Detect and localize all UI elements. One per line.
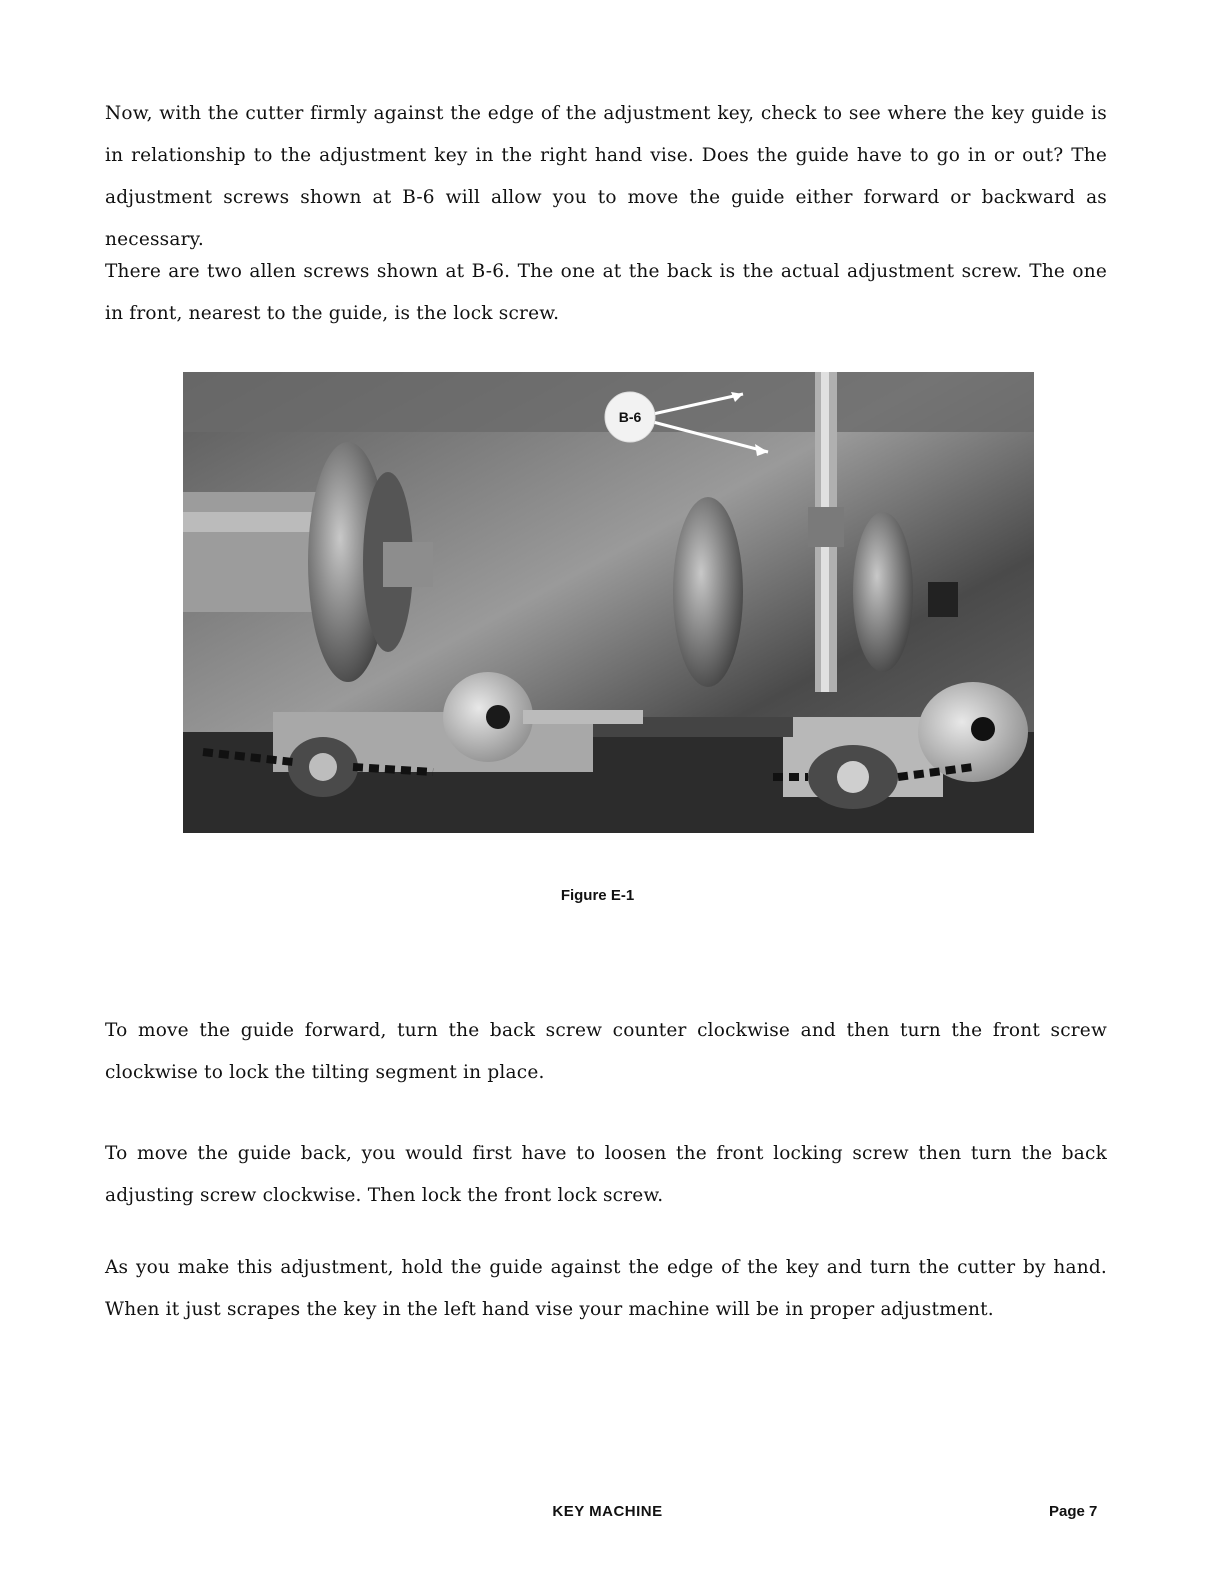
page-number: Page 7 (1049, 1503, 1098, 1520)
paragraph-check-guide: Now, with the cutter firmly against the edge of the adjustment key, check to see where the key guide is in relationship to the adjustment key in the right hand vise. Does the guide have to go in or out? The adjustment screws shown at B-6 will allow you to move the guide either forward or backward as necessary. (105, 103, 1107, 250)
paragraph-allen-screws: There are two allen screws shown at B-6. The one at the back is the actual adjustment screw. The one in front, nearest to the guide, is the lock screw. (105, 261, 1107, 324)
paragraph-move-forward: To move the guide forward, turn the back screw counter clockwise and then turn the front screw clockwise to lock the tilting segment in place. (105, 1020, 1107, 1083)
b6-callout-label: B-6 (618, 409, 642, 425)
figure-caption: Figure E-1 (560, 887, 635, 904)
paragraph-proper-adjustment: As you make this adjustment, hold the guide against the edge of the key and turn the cutter by hand. When it just scrapes the key in the left hand vise your machine will be in proper adjustment. (105, 1257, 1107, 1320)
paragraph-move-back: To move the guide back, you would first have to loosen the front locking screw then turn the back adjusting screw clockwise. Then lock the front lock screw. (105, 1143, 1107, 1206)
footer-title: KEY MACHINE (552, 1503, 663, 1520)
key-machine-photo (183, 372, 1034, 833)
